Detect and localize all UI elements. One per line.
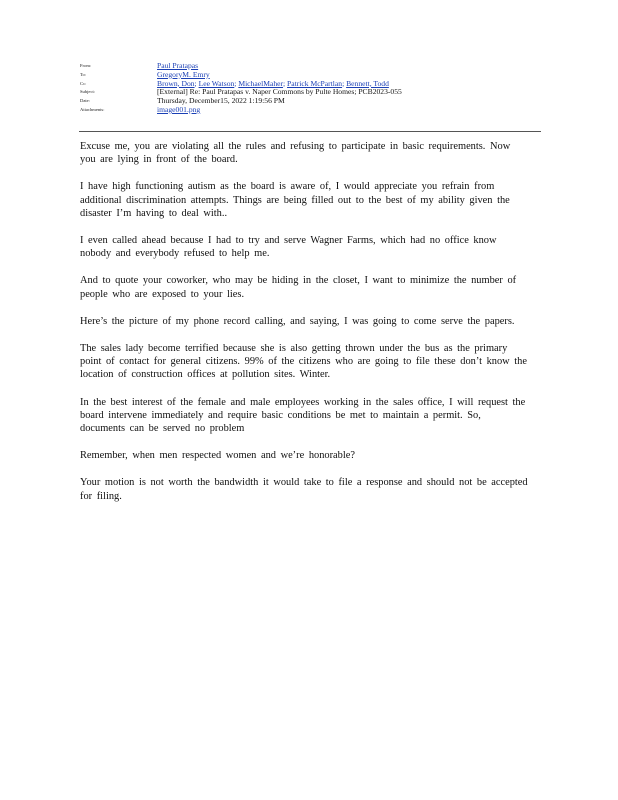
body-paragraph: The sales lady become terrified because she is also getting thrown under the bus as the primary point of contact for general citizens. 99% of the citizens who are going to file these don’t know the location of construction offices at pollution sites. Winter. bbox=[80, 343, 527, 381]
body-paragraph: Remember, when men respected women and we’re honorable? bbox=[80, 450, 355, 462]
body-paragraph: And to quote your coworker, who may be hiding in the closet, I want to minimize the number of people who are exposed to your lies. bbox=[80, 275, 517, 300]
from-link[interactable]: Paul Pratapas bbox=[157, 61, 199, 70]
body-paragraph: Excuse me, you are violating all the rules and refusing to participate in basic requirements. Now you are lying in front of the board. bbox=[80, 141, 511, 166]
body-paragraph: I have high functioning autism as the board is aware of, I would appreciate you refrain from additional discrimination attempts. Things are being filled out to the best of my ability given the disaster I’m having to deal with.. bbox=[80, 181, 510, 219]
subject-value: [External] Re: Paul Pratapas v. Naper Commons by Pulte Homes; PCB2023-055 bbox=[157, 87, 402, 97]
cc-link-bennett[interactable]: Bennett, Todd bbox=[346, 78, 389, 88]
date-label: Date: bbox=[80, 98, 90, 104]
attachments-row bbox=[80, 106, 540, 115]
attachment-link[interactable]: image001.png bbox=[157, 104, 201, 114]
to-link[interactable]: GregoryM. Emry bbox=[157, 69, 210, 79]
cc-link-watson[interactable]: Lee Watson bbox=[198, 78, 235, 88]
email-header bbox=[80, 62, 540, 115]
cc-link-mcpartlan[interactable]: Patrick McPartlan bbox=[287, 78, 343, 88]
subject-label: Subject: bbox=[80, 89, 96, 95]
date-value: Thursday, December15, 2022 1:19:56 PM bbox=[157, 96, 285, 106]
from-row bbox=[80, 62, 540, 71]
body-paragraph: Your motion is not worth the bandwidth it would take to file a response and should not be accepted for filing. bbox=[80, 477, 528, 502]
body-paragraph: In the best interest of the female and male employees working in the sales office, I will request the board intervene immediately and require basic conditions be met to maintain a permit. So, documents can be served no problem bbox=[80, 396, 526, 435]
cc-link-brown[interactable]: Brown, Don bbox=[157, 78, 195, 88]
cc-links: Brown, Don; Lee Watson; MichaelMaher; Patrick McPartlan; Bennett, Todd bbox=[157, 78, 389, 88]
header-divider bbox=[79, 131, 541, 132]
date-row bbox=[80, 97, 540, 106]
attachments-label: Attachments: bbox=[80, 106, 105, 112]
from-label: From: bbox=[80, 63, 92, 68]
body-paragraph: I even called ahead because I had to try and serve Wagner Farms, which had no office know nobody and everybody refused to help me. bbox=[80, 235, 497, 260]
email-body bbox=[80, 140, 530, 517]
cc-label: Cc: bbox=[80, 80, 87, 86]
subject-row bbox=[80, 88, 540, 97]
to-label: To: bbox=[80, 71, 87, 77]
body-paragraph: Here’s the picture of my phone record calling, and saying, I was going to come serve the papers. bbox=[80, 315, 515, 327]
cc-link-maher[interactable]: MichaelMaher bbox=[238, 78, 284, 88]
